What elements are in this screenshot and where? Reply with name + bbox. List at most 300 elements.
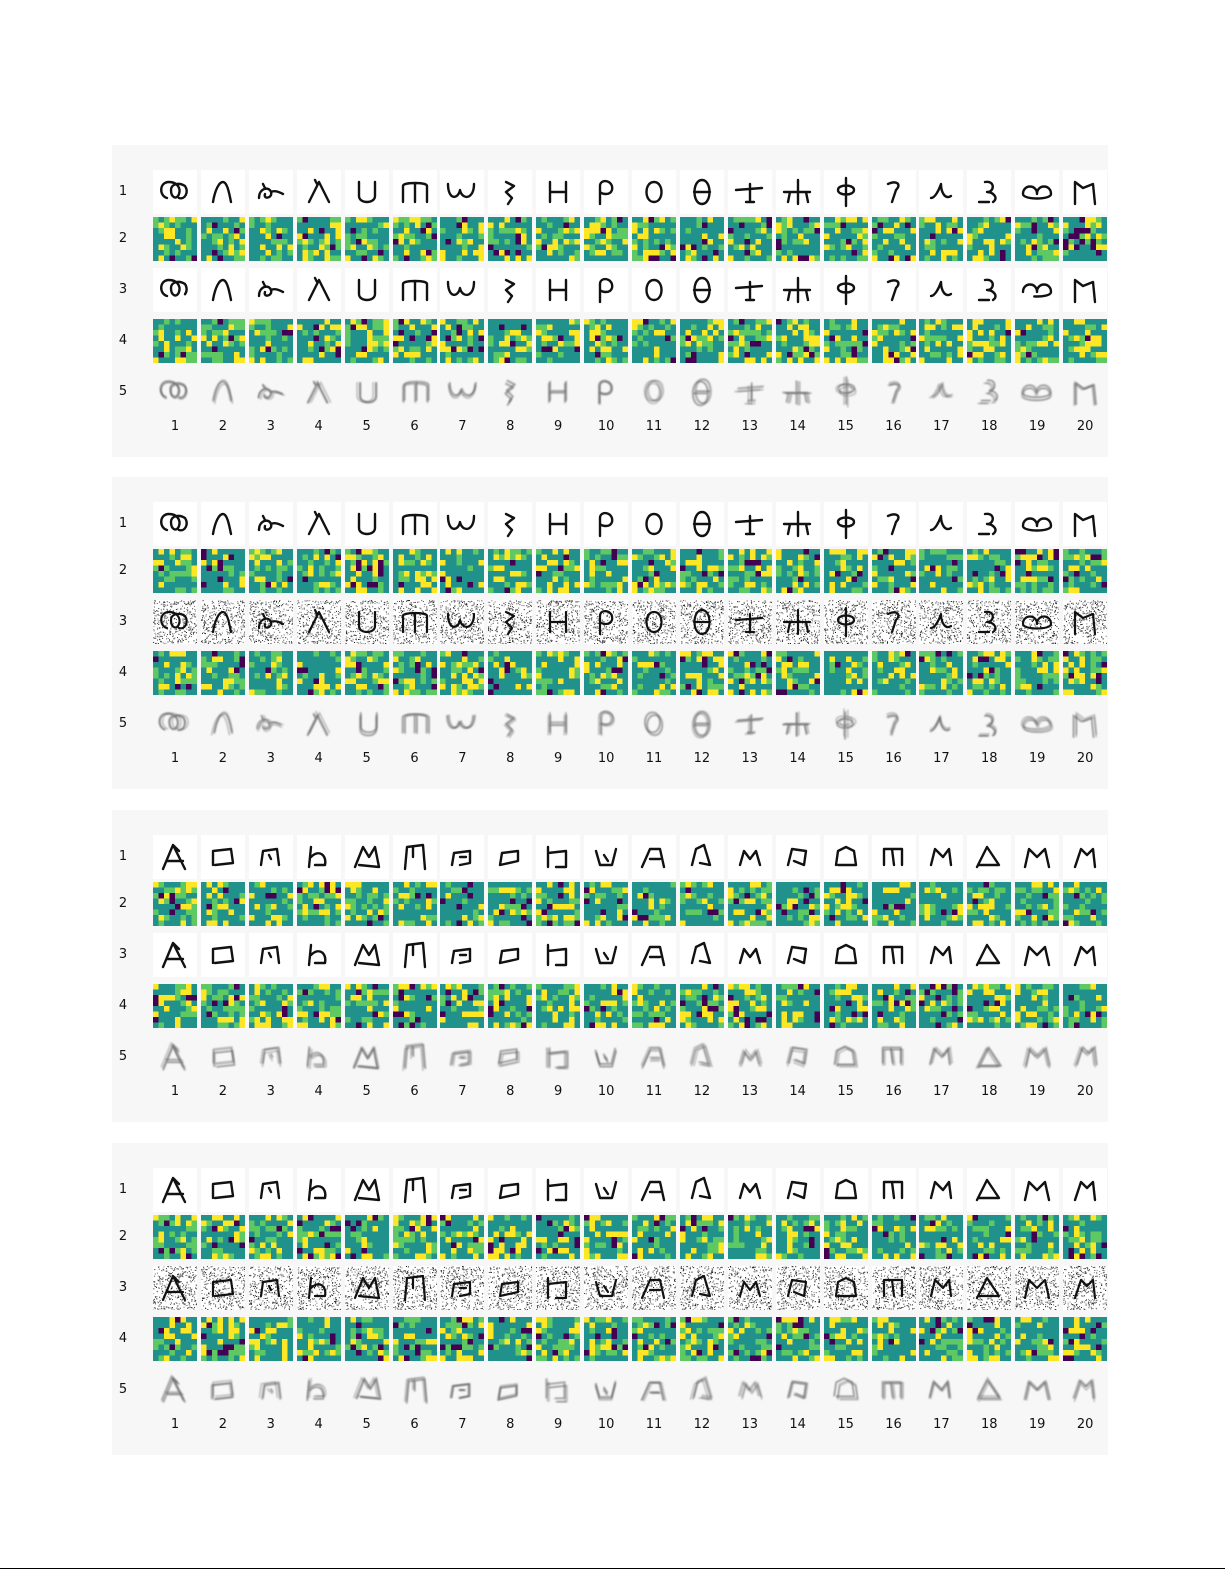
code-image-cell bbox=[919, 651, 963, 695]
column-label: 15 bbox=[823, 752, 869, 766]
code-image-cell bbox=[680, 217, 724, 261]
column-label: 17 bbox=[918, 420, 964, 434]
masked-image-cell bbox=[919, 268, 963, 312]
column-label: 14 bbox=[775, 752, 821, 766]
column-label: 5 bbox=[344, 420, 390, 434]
code-image-cell bbox=[584, 319, 628, 363]
noisy-image-cell bbox=[440, 1266, 484, 1310]
clean-image-cell bbox=[584, 502, 628, 546]
column-label: 1 bbox=[152, 752, 198, 766]
noisy-image-cell bbox=[536, 1266, 580, 1310]
code-image-cell bbox=[584, 1215, 628, 1259]
blurry-image-cell bbox=[632, 1368, 676, 1412]
clean-image-cell bbox=[680, 835, 724, 879]
clean-image-cell bbox=[1063, 502, 1107, 546]
blurry-image-cell bbox=[536, 1035, 580, 1079]
code-image-cell bbox=[153, 984, 197, 1028]
blurry-image-cell bbox=[872, 370, 916, 414]
blurry-image-cell bbox=[393, 702, 437, 746]
code-image-cell bbox=[488, 217, 532, 261]
masked-image-cell bbox=[680, 268, 724, 312]
code-image-cell bbox=[153, 1317, 197, 1361]
masked-image-cell bbox=[728, 933, 772, 977]
blurry-image-cell bbox=[1063, 702, 1107, 746]
code-image-cell bbox=[919, 549, 963, 593]
code-image-cell bbox=[872, 319, 916, 363]
blurry-image-cell bbox=[297, 1368, 341, 1412]
code-image-cell bbox=[393, 1215, 437, 1259]
noisy-image-cell bbox=[440, 600, 484, 644]
code-image-cell bbox=[680, 1317, 724, 1361]
column-label: 18 bbox=[966, 420, 1012, 434]
blurry-image-cell bbox=[632, 370, 676, 414]
blurry-image-cell bbox=[824, 1368, 868, 1412]
blurry-image-cell bbox=[680, 702, 724, 746]
blurry-image-cell bbox=[153, 1035, 197, 1079]
clean-image-cell bbox=[1015, 1168, 1059, 1212]
masked-image-cell bbox=[824, 268, 868, 312]
code-image-cell bbox=[824, 1317, 868, 1361]
clean-image-cell bbox=[345, 170, 389, 214]
blurry-image-cell bbox=[153, 1368, 197, 1412]
code-image-cell bbox=[728, 1215, 772, 1259]
code-image-cell bbox=[584, 882, 628, 926]
code-image-cell bbox=[297, 984, 341, 1028]
clean-image-cell bbox=[728, 835, 772, 879]
blurry-image-cell bbox=[632, 702, 676, 746]
column-label: 17 bbox=[918, 1085, 964, 1099]
clean-image-cell bbox=[824, 835, 868, 879]
code-image-cell bbox=[632, 549, 676, 593]
clean-image-cell bbox=[1015, 170, 1059, 214]
column-label: 19 bbox=[1014, 1418, 1060, 1432]
blurry-image-cell bbox=[153, 370, 197, 414]
code-image-cell bbox=[201, 319, 245, 363]
clean-image-cell bbox=[680, 502, 724, 546]
code-image-cell bbox=[297, 217, 341, 261]
clean-image-cell bbox=[153, 1168, 197, 1212]
code-image-cell bbox=[488, 651, 532, 695]
noisy-image-cell bbox=[345, 600, 389, 644]
noisy-image-cell bbox=[488, 1266, 532, 1310]
clean-image-cell bbox=[872, 1168, 916, 1212]
column-label: 12 bbox=[679, 420, 725, 434]
noisy-image-cell bbox=[153, 1266, 197, 1310]
row-label: 2 bbox=[112, 564, 134, 578]
column-label: 8 bbox=[487, 752, 533, 766]
code-image-cell bbox=[536, 1215, 580, 1259]
noisy-image-cell bbox=[872, 1266, 916, 1310]
blurry-image-cell bbox=[728, 702, 772, 746]
masked-image-cell bbox=[967, 268, 1011, 312]
row-label: 4 bbox=[112, 666, 134, 680]
blurry-image-cell bbox=[1063, 370, 1107, 414]
clean-image-cell bbox=[297, 1168, 341, 1212]
code-image-cell bbox=[488, 549, 532, 593]
column-label: 19 bbox=[1014, 1085, 1060, 1099]
blurry-image-cell bbox=[584, 1368, 628, 1412]
clean-image-cell bbox=[824, 1168, 868, 1212]
blurry-image-cell bbox=[776, 370, 820, 414]
code-image-cell bbox=[967, 217, 1011, 261]
clean-image-cell bbox=[249, 502, 293, 546]
row-label: 1 bbox=[112, 850, 134, 864]
noisy-image-cell bbox=[824, 1266, 868, 1310]
clean-image-cell bbox=[393, 502, 437, 546]
masked-image-cell bbox=[776, 268, 820, 312]
noisy-image-cell bbox=[584, 600, 628, 644]
column-label: 5 bbox=[344, 1085, 390, 1099]
masked-image-cell bbox=[393, 268, 437, 312]
code-image-cell bbox=[1015, 882, 1059, 926]
masked-image-cell bbox=[728, 268, 772, 312]
clean-image-cell bbox=[249, 835, 293, 879]
column-label: 13 bbox=[727, 1085, 773, 1099]
code-image-cell bbox=[1063, 319, 1107, 363]
code-image-cell bbox=[536, 319, 580, 363]
clean-image-cell bbox=[345, 502, 389, 546]
column-label: 18 bbox=[966, 1418, 1012, 1432]
clean-image-cell bbox=[153, 835, 197, 879]
code-image-cell bbox=[536, 984, 580, 1028]
clean-image-cell bbox=[440, 170, 484, 214]
code-image-cell bbox=[393, 651, 437, 695]
clean-image-cell bbox=[632, 1168, 676, 1212]
column-label: 11 bbox=[631, 752, 677, 766]
code-image-cell bbox=[967, 651, 1011, 695]
code-image-cell bbox=[297, 882, 341, 926]
code-image-cell bbox=[584, 651, 628, 695]
code-image-cell bbox=[488, 882, 532, 926]
clean-image-cell bbox=[1063, 1168, 1107, 1212]
code-image-cell bbox=[728, 882, 772, 926]
column-label: 19 bbox=[1014, 752, 1060, 766]
blurry-image-cell bbox=[1015, 1368, 1059, 1412]
code-image-cell bbox=[728, 1317, 772, 1361]
column-label: 12 bbox=[679, 752, 725, 766]
code-image-cell bbox=[440, 1317, 484, 1361]
code-image-cell bbox=[776, 882, 820, 926]
row-label: 1 bbox=[112, 185, 134, 199]
blurry-image-cell bbox=[393, 1035, 437, 1079]
code-image-cell bbox=[488, 319, 532, 363]
code-image-cell bbox=[967, 549, 1011, 593]
column-label: 8 bbox=[487, 1418, 533, 1432]
column-label: 17 bbox=[918, 1418, 964, 1432]
code-image-cell bbox=[632, 1215, 676, 1259]
column-label: 4 bbox=[296, 1085, 342, 1099]
blurry-image-cell bbox=[440, 1368, 484, 1412]
masked-image-cell bbox=[1063, 933, 1107, 977]
code-image-cell bbox=[680, 319, 724, 363]
code-image-cell bbox=[632, 882, 676, 926]
code-image-cell bbox=[632, 217, 676, 261]
blurry-image-cell bbox=[345, 1368, 389, 1412]
code-image-cell bbox=[1063, 984, 1107, 1028]
code-image-cell bbox=[967, 1317, 1011, 1361]
column-label: 1 bbox=[152, 420, 198, 434]
row-label: 5 bbox=[112, 717, 134, 731]
code-image-cell bbox=[824, 549, 868, 593]
column-label: 9 bbox=[535, 752, 581, 766]
blurry-image-cell bbox=[536, 370, 580, 414]
clean-image-cell bbox=[919, 1168, 963, 1212]
column-label: 7 bbox=[439, 420, 485, 434]
clean-image-cell bbox=[488, 502, 532, 546]
column-label: 6 bbox=[392, 1085, 438, 1099]
clean-image-cell bbox=[632, 170, 676, 214]
row-label: 3 bbox=[112, 283, 134, 297]
code-image-cell bbox=[249, 217, 293, 261]
clean-image-cell bbox=[1015, 502, 1059, 546]
code-image-cell bbox=[584, 549, 628, 593]
column-label: 2 bbox=[200, 1418, 246, 1432]
code-image-cell bbox=[488, 984, 532, 1028]
clean-image-cell bbox=[584, 170, 628, 214]
code-image-cell bbox=[728, 319, 772, 363]
code-image-cell bbox=[153, 319, 197, 363]
column-label: 11 bbox=[631, 420, 677, 434]
code-image-cell bbox=[249, 1215, 293, 1259]
column-label: 16 bbox=[871, 420, 917, 434]
code-image-cell bbox=[680, 651, 724, 695]
clean-image-cell bbox=[249, 170, 293, 214]
code-image-cell bbox=[488, 1317, 532, 1361]
masked-image-cell bbox=[440, 933, 484, 977]
code-image-cell bbox=[345, 1215, 389, 1259]
masked-image-cell bbox=[632, 268, 676, 312]
column-label: 10 bbox=[583, 752, 629, 766]
column-label: 13 bbox=[727, 1418, 773, 1432]
blurry-image-cell bbox=[967, 1368, 1011, 1412]
masked-image-cell bbox=[967, 933, 1011, 977]
page-bottom-rule bbox=[0, 1568, 1225, 1569]
masked-image-cell bbox=[536, 268, 580, 312]
clean-image-cell bbox=[776, 170, 820, 214]
blurry-image-cell bbox=[919, 702, 963, 746]
code-image-cell bbox=[297, 1317, 341, 1361]
column-label: 16 bbox=[871, 1418, 917, 1432]
clean-image-cell bbox=[488, 170, 532, 214]
blurry-image-cell bbox=[919, 370, 963, 414]
code-image-cell bbox=[919, 984, 963, 1028]
blurry-image-cell bbox=[201, 370, 245, 414]
blurry-image-cell bbox=[488, 702, 532, 746]
code-image-cell bbox=[153, 217, 197, 261]
code-image-cell bbox=[680, 1215, 724, 1259]
clean-image-cell bbox=[536, 502, 580, 546]
column-label: 5 bbox=[344, 752, 390, 766]
noisy-image-cell bbox=[728, 600, 772, 644]
column-label: 18 bbox=[966, 1085, 1012, 1099]
code-image-cell bbox=[872, 882, 916, 926]
masked-image-cell bbox=[249, 268, 293, 312]
blurry-image-cell bbox=[824, 370, 868, 414]
clean-image-cell bbox=[345, 835, 389, 879]
column-label: 3 bbox=[248, 752, 294, 766]
noisy-image-cell bbox=[1015, 1266, 1059, 1310]
code-image-cell bbox=[632, 984, 676, 1028]
noisy-image-cell bbox=[680, 1266, 724, 1310]
column-label: 13 bbox=[727, 420, 773, 434]
code-image-cell bbox=[153, 882, 197, 926]
column-label: 9 bbox=[535, 420, 581, 434]
noisy-image-cell bbox=[776, 600, 820, 644]
code-image-cell bbox=[824, 319, 868, 363]
code-image-cell bbox=[393, 984, 437, 1028]
blurry-image-cell bbox=[1015, 702, 1059, 746]
noisy-image-cell bbox=[153, 600, 197, 644]
column-label: 18 bbox=[966, 752, 1012, 766]
column-label: 15 bbox=[823, 1418, 869, 1432]
column-label: 12 bbox=[679, 1418, 725, 1432]
clean-image-cell bbox=[536, 835, 580, 879]
column-label: 20 bbox=[1062, 420, 1108, 434]
code-image-cell bbox=[393, 1317, 437, 1361]
clean-image-cell bbox=[201, 170, 245, 214]
blurry-image-cell bbox=[967, 370, 1011, 414]
code-image-cell bbox=[440, 651, 484, 695]
masked-image-cell bbox=[536, 933, 580, 977]
code-image-cell bbox=[728, 984, 772, 1028]
blurry-image-cell bbox=[393, 1368, 437, 1412]
column-label: 1 bbox=[152, 1418, 198, 1432]
code-image-cell bbox=[153, 1215, 197, 1259]
clean-image-cell bbox=[824, 502, 868, 546]
column-label: 20 bbox=[1062, 752, 1108, 766]
blurry-image-cell bbox=[728, 1368, 772, 1412]
code-image-cell bbox=[1063, 1317, 1107, 1361]
noisy-image-cell bbox=[872, 600, 916, 644]
column-label: 16 bbox=[871, 1085, 917, 1099]
clean-image-cell bbox=[776, 835, 820, 879]
code-image-cell bbox=[201, 984, 245, 1028]
clean-image-cell bbox=[201, 502, 245, 546]
clean-image-cell bbox=[728, 170, 772, 214]
column-label: 7 bbox=[439, 1418, 485, 1432]
blurry-image-cell bbox=[201, 1368, 245, 1412]
clean-image-cell bbox=[872, 502, 916, 546]
code-image-cell bbox=[153, 651, 197, 695]
code-image-cell bbox=[249, 984, 293, 1028]
clean-image-cell bbox=[440, 1168, 484, 1212]
clean-image-cell bbox=[632, 835, 676, 879]
blurry-image-cell bbox=[584, 1035, 628, 1079]
code-image-cell bbox=[1063, 217, 1107, 261]
blurry-image-cell bbox=[345, 370, 389, 414]
code-image-cell bbox=[345, 882, 389, 926]
masked-image-cell bbox=[153, 933, 197, 977]
blurry-image-cell bbox=[153, 702, 197, 746]
code-image-cell bbox=[584, 984, 628, 1028]
blurry-image-cell bbox=[872, 702, 916, 746]
clean-image-cell bbox=[728, 1168, 772, 1212]
blurry-image-cell bbox=[919, 1035, 963, 1079]
blurry-image-cell bbox=[297, 1035, 341, 1079]
blurry-image-cell bbox=[297, 370, 341, 414]
code-image-cell bbox=[393, 882, 437, 926]
masked-image-cell bbox=[297, 268, 341, 312]
code-image-cell bbox=[776, 1215, 820, 1259]
noisy-image-cell bbox=[728, 1266, 772, 1310]
clean-image-cell bbox=[249, 1168, 293, 1212]
row-label: 4 bbox=[112, 999, 134, 1013]
blurry-image-cell bbox=[824, 702, 868, 746]
clean-image-cell bbox=[632, 502, 676, 546]
column-label: 6 bbox=[392, 420, 438, 434]
masked-image-cell bbox=[584, 933, 628, 977]
column-label: 13 bbox=[727, 752, 773, 766]
column-label: 12 bbox=[679, 1085, 725, 1099]
code-image-cell bbox=[776, 984, 820, 1028]
noisy-image-cell bbox=[297, 1266, 341, 1310]
masked-image-cell bbox=[488, 933, 532, 977]
noisy-image-cell bbox=[680, 600, 724, 644]
clean-image-cell bbox=[919, 835, 963, 879]
column-label: 16 bbox=[871, 752, 917, 766]
blurry-image-cell bbox=[488, 1035, 532, 1079]
code-image-cell bbox=[632, 319, 676, 363]
blurry-image-cell bbox=[249, 1035, 293, 1079]
column-label: 19 bbox=[1014, 420, 1060, 434]
row-label: 1 bbox=[112, 517, 134, 531]
code-image-cell bbox=[872, 549, 916, 593]
code-image-cell bbox=[1063, 549, 1107, 593]
code-image-cell bbox=[776, 1317, 820, 1361]
code-image-cell bbox=[776, 651, 820, 695]
clean-image-cell bbox=[297, 170, 341, 214]
code-image-cell bbox=[440, 319, 484, 363]
code-image-cell bbox=[967, 882, 1011, 926]
blurry-image-cell bbox=[345, 1035, 389, 1079]
code-image-cell bbox=[345, 217, 389, 261]
masked-image-cell bbox=[201, 933, 245, 977]
code-image-cell bbox=[919, 882, 963, 926]
code-image-cell bbox=[680, 882, 724, 926]
code-image-cell bbox=[536, 1317, 580, 1361]
code-image-cell bbox=[345, 651, 389, 695]
blurry-image-cell bbox=[393, 370, 437, 414]
code-image-cell bbox=[153, 549, 197, 593]
blurry-image-cell bbox=[680, 370, 724, 414]
row-label: 3 bbox=[112, 1281, 134, 1295]
code-image-cell bbox=[345, 319, 389, 363]
column-label: 1 bbox=[152, 1085, 198, 1099]
code-image-cell bbox=[201, 217, 245, 261]
column-label: 14 bbox=[775, 1418, 821, 1432]
column-label: 8 bbox=[487, 420, 533, 434]
row-label: 3 bbox=[112, 615, 134, 629]
clean-image-cell bbox=[153, 502, 197, 546]
masked-image-cell bbox=[345, 268, 389, 312]
masked-image-cell bbox=[1063, 268, 1107, 312]
clean-image-cell bbox=[728, 502, 772, 546]
column-label: 9 bbox=[535, 1085, 581, 1099]
clean-image-cell bbox=[584, 835, 628, 879]
masked-image-cell bbox=[440, 268, 484, 312]
clean-image-cell bbox=[967, 170, 1011, 214]
masked-image-cell bbox=[201, 268, 245, 312]
code-image-cell bbox=[1063, 882, 1107, 926]
clean-image-cell bbox=[297, 502, 341, 546]
code-image-cell bbox=[249, 882, 293, 926]
blurry-image-cell bbox=[201, 1035, 245, 1079]
row-label: 2 bbox=[112, 897, 134, 911]
column-label: 3 bbox=[248, 1418, 294, 1432]
noisy-image-cell bbox=[201, 1266, 245, 1310]
clean-image-cell bbox=[440, 835, 484, 879]
blurry-image-cell bbox=[536, 1368, 580, 1412]
